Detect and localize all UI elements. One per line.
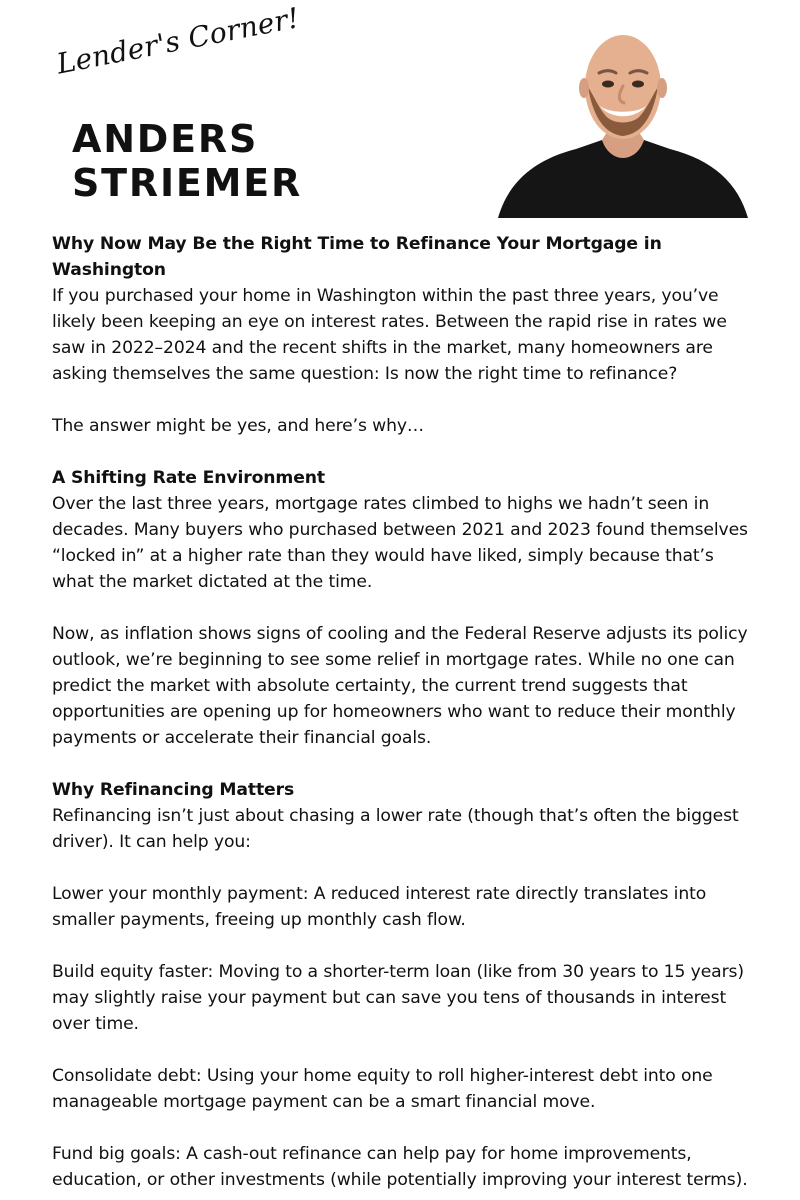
paragraph-spacer — [52, 595, 756, 621]
right-ear-shape — [657, 78, 667, 98]
right-eye-shape — [632, 81, 644, 88]
left-eye-shape — [602, 81, 614, 88]
section-heading-rate-environment: A Shifting Rate Environment — [52, 468, 325, 488]
rate-environment-paragraph-1: Over the last three years, mortgage rates climbed to highs we hadn’t seen in decades. Many buyers who purchased between 2021 and 2023 found themselves “locked in” at a higher rate than they would have liked, simply because that’s what the market dictated at the time. — [52, 494, 748, 592]
lenders-corner-tagline: Lender's Corner! — [53, 1, 302, 81]
benefit-build-equity: Build equity faster: Moving to a shorter-term loan (like from 30 years to 15 years) may slightly raise your payment but can save you tens of thousands in interest over time. — [52, 962, 744, 1034]
author-first-name: ANDERS — [72, 117, 259, 161]
left-ear-shape — [579, 78, 589, 98]
author-portrait-illustration — [498, 28, 748, 218]
benefit-consolidate-debt: Consolidate debt: Using your home equity to roll higher-interest debt into one manageable mortgage payment can be a smart financial move. — [52, 1066, 713, 1112]
paragraph-spacer — [52, 1037, 756, 1063]
section-heading-refinancing-matters: Why Refinancing Matters — [52, 780, 295, 800]
paragraph-spacer — [52, 933, 756, 959]
refinancing-intro-paragraph: Refinancing isn’t just about chasing a lower rate (though that’s often the biggest driver). It can help you: — [52, 806, 739, 852]
author-portrait — [498, 28, 748, 218]
article-title: Why Now May Be the Right Time to Refinance Your Mortgage in Washington — [52, 234, 662, 280]
benefit-lower-payment: Lower your monthly payment: A reduced interest rate directly translates into smaller payments, freeing up monthly cash flow. — [52, 884, 707, 930]
rate-environment-paragraph-2: Now, as inflation shows signs of cooling and the Federal Reserve adjusts its policy outlook, we’re beginning to see some relief in mortgage rates. While no one can predict the market with absolute certainty, the current trend suggests that opportunities are opening up for homeowners who want to reduce their monthly payments or accelerate their financial goals. — [52, 624, 748, 748]
author-last-name: STRIEMER — [72, 161, 303, 205]
paragraph-spacer — [52, 855, 756, 881]
article-answer-paragraph: The answer might be yes, and here’s why… — [52, 416, 424, 436]
author-name — [72, 117, 332, 205]
article-content — [52, 231, 756, 1193]
benefit-fund-big-goals: Fund big goals: A cash-out refinance can help pay for home improvements, education, or other investments (while potentially improving your interest terms). — [52, 1144, 748, 1190]
paragraph-spacer — [52, 1115, 756, 1141]
article-intro-paragraph: If you purchased your home in Washington within the past three years, you’ve likely been keeping an eye on interest rates. Between the rapid rise in rates we saw in 2022–2024 and the recent shifts in the market, many homeowners are asking themselves the same question: Is now the right time to refinance? — [52, 286, 727, 384]
paragraph-spacer — [52, 387, 756, 413]
paragraph-spacer — [52, 751, 756, 777]
paragraph-spacer — [52, 439, 756, 465]
